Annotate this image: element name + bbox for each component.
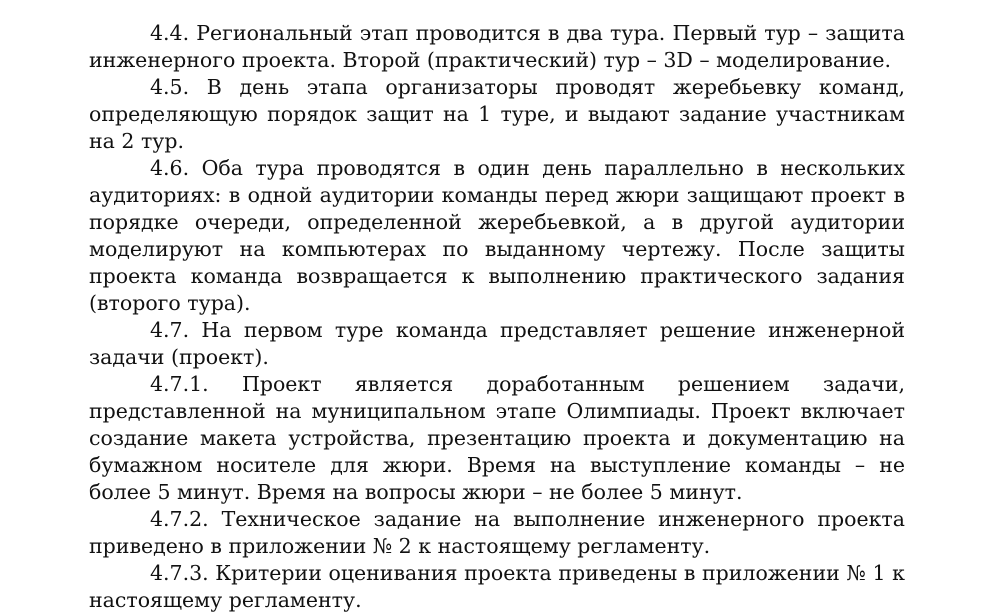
paragraph-4-5: 4.5. В день этапа организаторы проводят жеребьевку команд, определяющую порядок защит на 1 туре, и выдают задание участникам на 2 тур.: [89, 75, 905, 153]
paragraph-4-7-2: 4.7.2. Техническое задание на выполнение инженерного проекта приведено в приложении № 2 к настоящему регламенту.: [89, 507, 905, 558]
paragraph-4-6: 4.6. Оба тура проводятся в один день параллельно в нескольких аудиториях: в одной аудитории команды перед жюри защищают проект в порядке очереди, определенной жеребьевкой, а в другой аудитории моделируют на компьютерах по выданному чертежу. После защиты проекта команда возвращается к выполнению практического задания (второго тура).: [89, 156, 905, 315]
paragraph-4-7-1: 4.7.1. Проект является доработанным решением задачи, представленной на муниципальном этапе Олимпиады. Проект включает создание макета устройства, презентацию проекта и документацию на бумажном носителе для жюри. Время на выступление команды – не более 5 минут. Время на вопросы жюри – не более 5 минут.: [89, 372, 905, 504]
paragraph-4-7: 4.7. На первом туре команда представляет решение инженерной задачи (проект).: [89, 318, 905, 369]
document-page: [89, 20, 905, 614]
paragraph-4-4: 4.4. Региональный этап проводится в два тура. Первый тур – защита инженерного проекта. Второй (практический) тур – 3D – моделирование.: [89, 21, 905, 72]
paragraph-4-7-3: 4.7.3. Критерии оценивания проекта приведены в приложении № 1 к настоящему регламенту.: [89, 561, 905, 612]
